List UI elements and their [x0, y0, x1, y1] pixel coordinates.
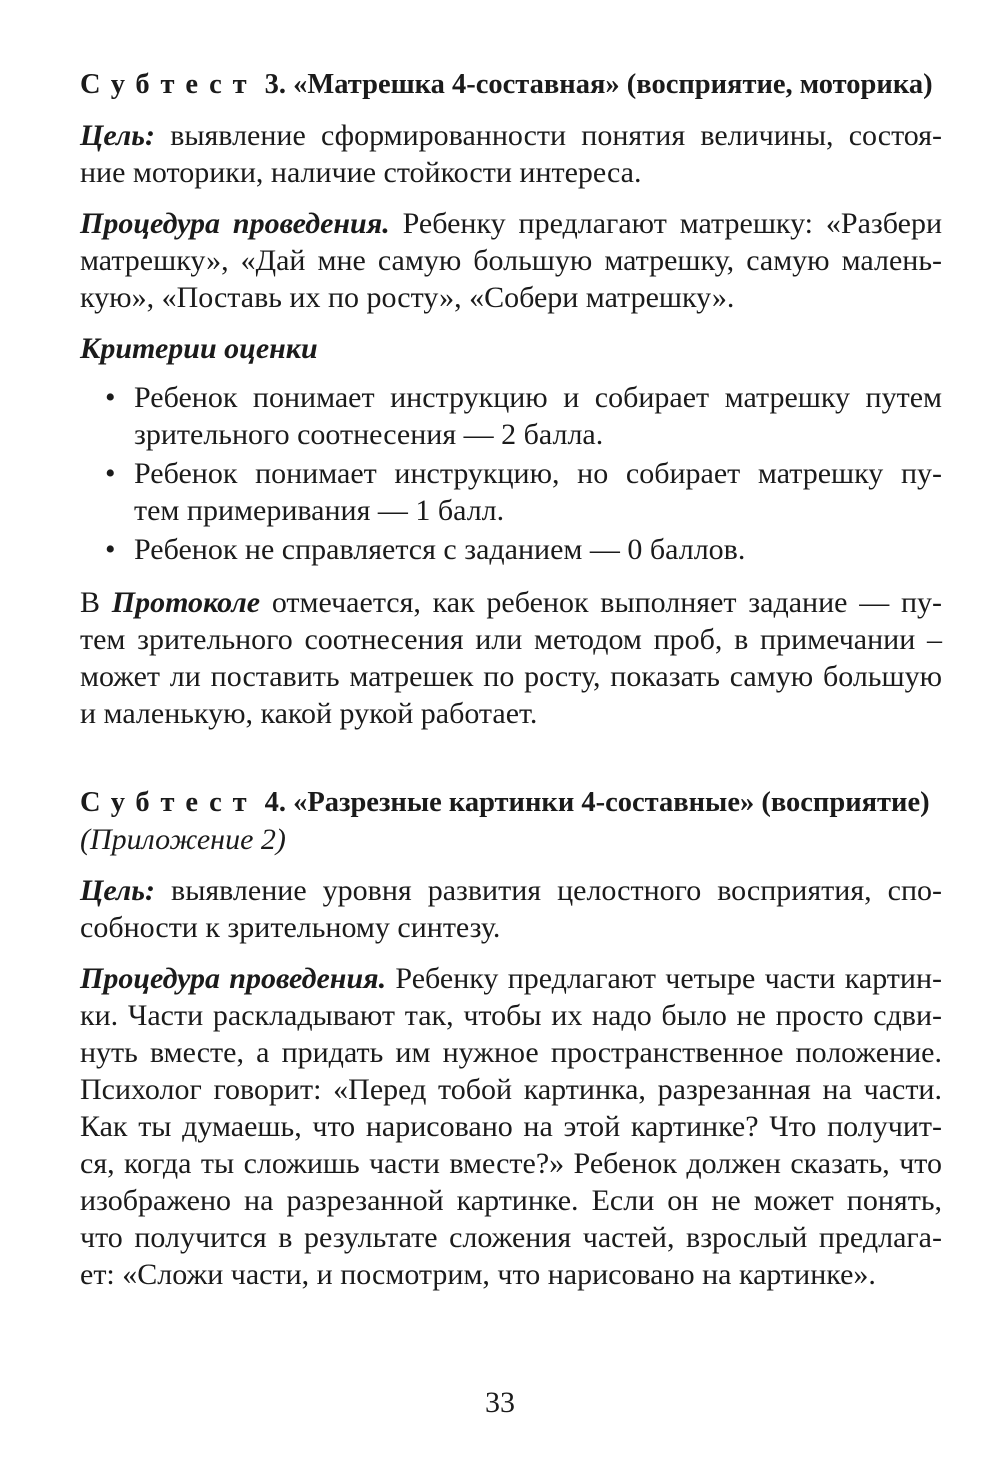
procedure-label: Процедура проведения.: [80, 962, 387, 995]
procedure-line-2: матрешку», «Дай мне самую большую матрешку, самую малень-: [80, 244, 942, 277]
procedure-label: Процедура проведения.: [80, 207, 390, 240]
bullet-icon: •: [105, 381, 116, 414]
goal-label: Цель:: [80, 874, 155, 907]
subtest-3-procedure: [80, 205, 942, 316]
subtest-4-appendix: (Приложение 2): [80, 823, 286, 856]
goal-line-1: выявление уровня развития целостного восприятия, спо-: [171, 874, 942, 907]
procedure-line-1: Ребенку предлагают четыре части картин-: [395, 962, 943, 995]
procedure-line: ет: «Сложи части, и посмотрим, что нарисовано на картинке».: [80, 1258, 876, 1291]
subtest-3-heading: [80, 66, 942, 103]
procedure-line-1: Ребенку предлагают матрешку: «Разбери: [402, 207, 943, 240]
criteria-item-line-2: тем примеривания — 1 балл.: [134, 494, 505, 527]
procedure-line: Психолог говорит: «Перед тобой картинка, разрезанная на части.: [80, 1073, 942, 1106]
bullet-icon: •: [105, 533, 116, 566]
protocol-prefix: В: [80, 586, 101, 619]
protocol-line-4: и маленькую, какой рукой работает.: [80, 697, 538, 730]
protocol-line-3: может ли поставить матрешек по росту, показать самую большую: [80, 660, 942, 693]
page-number: 33: [485, 1386, 515, 1419]
procedure-line: нуть вместе, а придать им нужное пространственное положение.: [80, 1036, 942, 1069]
goal-label: Цель:: [80, 119, 155, 152]
procedure-line: что получится в результате сложения частей, взрослый предлага-: [80, 1221, 942, 1254]
procedure-line: ки. Части раскладывают так, чтобы их надо было не просто сдви-: [80, 999, 942, 1032]
subtest-3-protocol: [80, 584, 942, 732]
subtest-4-goal: [80, 872, 942, 946]
page-body: [80, 66, 942, 1293]
subtest-3-word: Субтест: [80, 69, 258, 100]
protocol-line-1: отмечается, как ребенок выполняет задание — пу-: [271, 586, 942, 619]
criteria-item-line-2: зрительного соотнесения — 2 балла.: [134, 418, 604, 451]
protocol-line-2: тем зрительного соотнесения или методом проб, в примечании –: [80, 623, 942, 656]
subtest-4-title: 4. «Разрезные картинки 4-составные» (восприятие): [264, 787, 930, 818]
subtest-3-goal: [80, 117, 942, 191]
procedure-line: изображено на разрезанной картинке. Если он не может понять,: [80, 1184, 942, 1217]
subtest-4-heading: [80, 784, 942, 821]
protocol-label: Протоколе: [111, 586, 261, 619]
criteria-item: [105, 379, 942, 453]
procedure-line-3: кую», «Поставь их по росту», «Собери матрешку».: [80, 281, 735, 314]
procedure-line: Как ты думаешь, что нарисовано на этой картинке? Что получит-: [80, 1110, 942, 1143]
criteria-list: [80, 379, 942, 568]
criteria-item-line-1: Ребенок понимает инструкцию, но собирает матрешку пу-: [134, 457, 942, 490]
goal-line-2: ние моторики, наличие стойкости интереса.: [80, 156, 642, 189]
procedure-line: ся, когда ты сложишь части вместе?» Ребенок должен сказать, что: [80, 1147, 942, 1180]
criteria-item: [105, 531, 942, 568]
subtest-4-word: Субтест: [80, 787, 258, 818]
goal-line-2: собности к зрительному синтезу.: [80, 911, 501, 944]
criteria-item: [105, 455, 942, 529]
criteria-item-line-1: Ребенок понимает инструкцию и собирает матрешку путем: [134, 381, 942, 414]
goal-line-1: выявление сформированности понятия величины, состоя-: [170, 119, 943, 152]
bullet-icon: •: [105, 457, 116, 490]
criteria-item-line-1: Ребенок не справляется с заданием — 0 баллов.: [134, 533, 746, 566]
criteria-heading: Критерии оценки: [80, 332, 318, 365]
subtest-3-title: 3. «Матрешка 4-составная» (восприятие, моторика): [264, 69, 933, 100]
subtest-4-procedure: [80, 960, 942, 1293]
